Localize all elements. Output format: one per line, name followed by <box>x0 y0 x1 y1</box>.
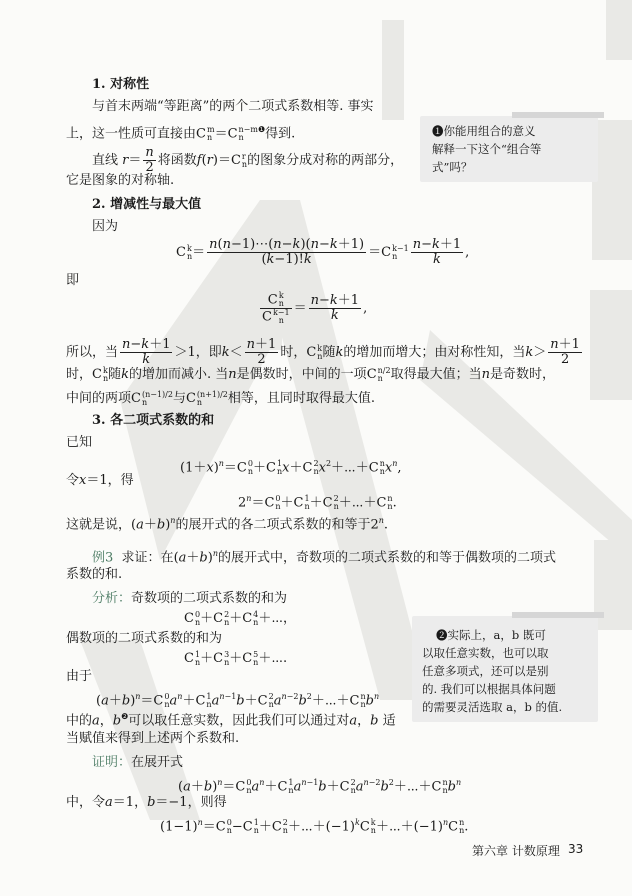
note2-line: 任意多项式，还可以是别 <box>422 664 549 678</box>
margin-note-1 <box>420 116 598 182</box>
note2-line: 以取任意实数，也可以取 <box>422 646 549 660</box>
note2-line: 的需要灵活选取 a，b 的值. <box>422 700 563 714</box>
margin-note-2 <box>412 616 598 722</box>
note2-line: ❷实际上，a，b 既可 <box>436 628 546 642</box>
chapter-label: 第六章 计数原理 <box>472 844 560 858</box>
example3-statement: 例3 求证：在$(a+b)^n$的展开式中，奇数项的二项式系数的和等于偶数项的二项式 <box>92 549 556 566</box>
middle-line-2: 当赋值来得到上述两个系数和. <box>66 731 240 746</box>
section3-let: 令x＝1，得 <box>66 473 134 488</box>
section3-heading: 3. 各二项式系数的和 <box>92 413 215 428</box>
formula-even-sum: C 1 n ＋C 3 n ＋C 5 n ＋⋯. <box>184 649 288 667</box>
note1-line: 解释一下这个“组合等 <box>432 142 542 156</box>
formula-proof-result: $(1-1)^n=C$ 0 n −C 1 n ＋C 2 n $+\cdots+(-1)^kC$ k n $+\cdots+(-1)^nC$ n n . <box>160 817 469 835</box>
formula-ratio: C k n C k−1 n ＝ $\frac{n-k+1}{k}$ , <box>262 291 368 325</box>
section3-known: 已知 <box>66 435 93 450</box>
formula-combination-recursion: C k n ＝ $\frac{n(n-1)\cdots(n-k)(n-k+1)}{(k-1)!k}$ ＝C k−1 n $\frac{n-k+1}{k}$ , <box>176 237 470 267</box>
analysis-label: 分析： <box>92 591 132 606</box>
section3-conclusion: 这就是说，$(a+b)^n$的展开式的各二项式系数的和等于2$^n$. <box>66 516 389 533</box>
formula-odd-sum: C 0 n ＋C 2 n ＋C 4 n ＋⋯， <box>184 609 297 627</box>
section1-line4: 它是图象的对称轴. <box>66 173 175 188</box>
from-line: 由于 <box>66 669 93 684</box>
note-tab <box>512 112 604 118</box>
note-tab <box>512 612 604 618</box>
middle-line: 中的a，$b^❷$可以取任意实数，因此我们可以通过对a，b 适 <box>66 712 396 729</box>
section1-line1: 与首末两端“等距离”的两个二项式系数相等. 事实 <box>92 99 374 114</box>
formula-sum-2n: $2^n=C$ 0 n ＋C 1 n ＋C 2 n ＋⋯＋C n n . <box>238 493 397 511</box>
page-number: 33 <box>568 842 584 856</box>
note1-line: ❶你能用组合的意义 <box>432 124 536 138</box>
proof-mid-line: 中，令a＝1，b＝−1，则得 <box>66 795 227 810</box>
section2-so-line: 所以，当 $\frac{n-k+1}{k}$ ＞1，即k＜ $\frac{n+1}{2}$ 时，C k n 随k的增加而增大；由对称性知，当k＞ $\frac{n+1}{2}$ <box>66 337 580 367</box>
section1-line2: 上，这一性质可直接由C m n ＝C n−m n $^❶$得到. <box>66 124 296 142</box>
note2-line: 的. 我们可以根据具体问题 <box>422 682 556 696</box>
section2-line3: 中间的两项C (n−1)/2 n 与C (n+1)/2 n 相等，且同时取得最大值. <box>66 389 376 407</box>
section2-because: 因为 <box>92 219 119 234</box>
even-line: 偶数项的二项式系数的和为 <box>66 631 223 646</box>
example3-statement-end: 系数的和. <box>66 567 123 582</box>
example-label: 例3 <box>92 550 114 566</box>
proof-line: 证明：在展开式 <box>92 755 184 770</box>
note1-line: 式”吗？ <box>432 160 473 174</box>
section2-heading: 2. 增减性与最大值 <box>92 197 202 212</box>
section1-line3: 直线 r＝ $\frac{n}{2}$ 将函数f(r)＝C r n 的图象分成对称的两部分， <box>92 145 404 175</box>
section1-heading: 1. 对称性 <box>92 77 150 92</box>
section2-line2: 时，C k n 随k的增加而减小. 当n是偶数时，中间的一项C n/2 n 取得最大值；当n是奇数时， <box>66 365 555 383</box>
proof-label: 证明： <box>92 755 132 770</box>
formula-proof-expansion: $(a+b)^n=C$ 0 n $a^n+C$ 1 n $a^{n-1}b+C$ 2 n $a^{n-2}b^2+\cdots+C$ n n $b^n$ <box>178 777 462 795</box>
formula-binomial-expansion-x: $(1+x)^n=C$ 0 n ＋C 1 n x＋C 2 n $x^2+\cdots+C$ n n $x^n$, <box>180 458 402 476</box>
formula-binomial-expansion-ab: $(a+b)^n=C$ 0 n $a^n+C$ 1 n $a^{n-1}b+C$ 2 n $a^{n-2}b^2+\cdots+C$ n n $b^n$ <box>96 691 380 709</box>
section2-ji: 即 <box>66 273 80 288</box>
analysis-line: 分析：奇数项的二项式系数的和为 <box>92 591 288 606</box>
